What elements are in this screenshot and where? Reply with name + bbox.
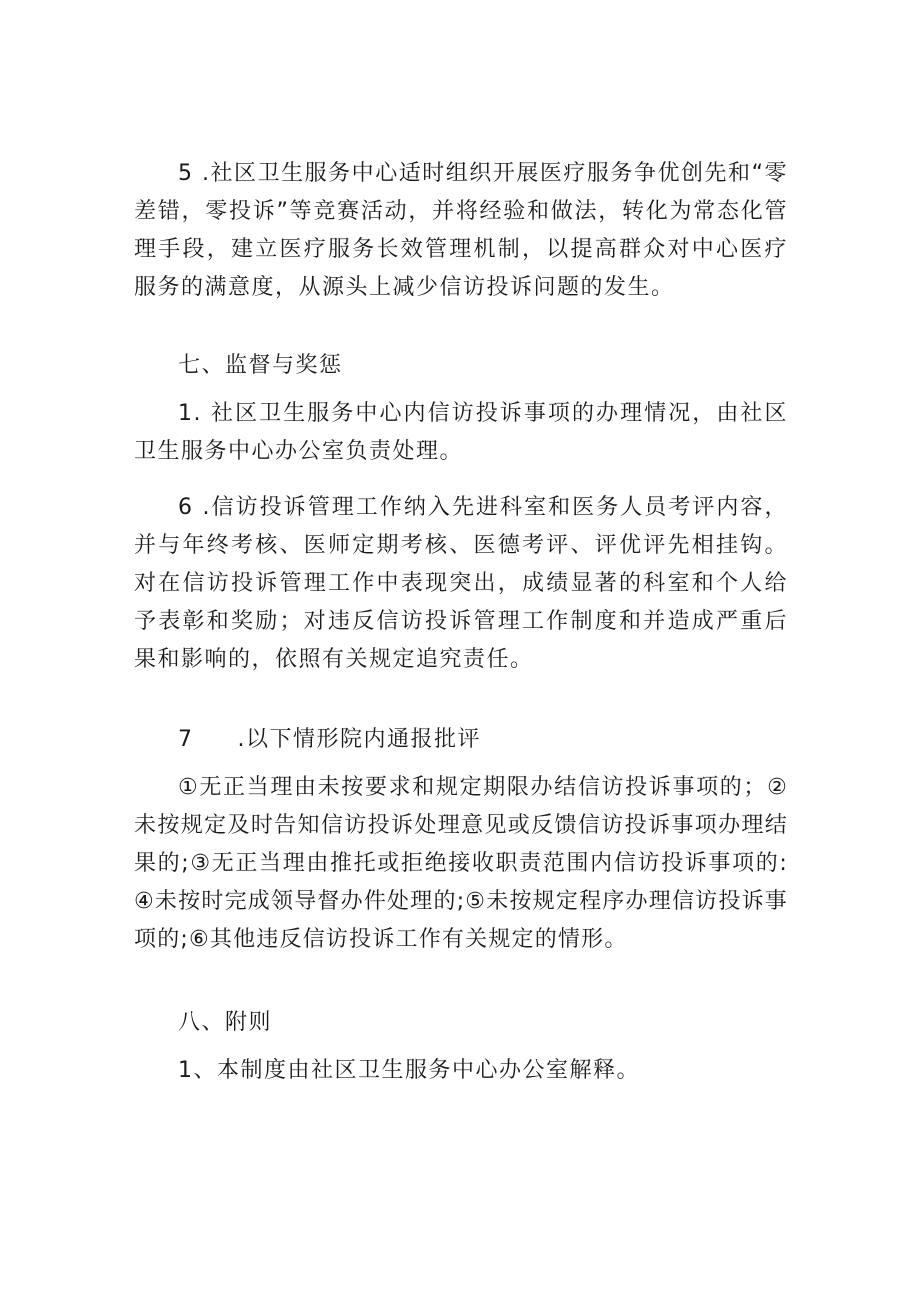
paragraph-item-5: 5 .社区卫生服务中心适时组织开展医疗服务争优创先和“零差错，零投诉”等竞赛活动，并将经验和做法，转化为常态化管理手段，建立医疗服务长效管理机制，以提高群众对中心医疗服务的满意度，从源头上减少信访投诉问题的发生。 xyxy=(134,161,788,300)
item-7-text: .以下情形院内通报批评 xyxy=(237,727,481,752)
paragraph-item-7 xyxy=(134,721,788,759)
paragraph-section7-item-1: 1. 社区卫生服务中心内信访投诉事项的办理情况，由社区卫生服务中心办公室负责处理。 xyxy=(134,401,788,464)
paragraph-section8-item-1: 1、本制度由社区卫生服务中心办公室解释。 xyxy=(178,1058,640,1083)
section-heading-appendix: 八、附则 xyxy=(178,1010,273,1035)
paragraph-item-6: 6 .信访投诉管理工作纳入先进科室和医务人员考评内容，并与年终考核、医师定期考核、医德考评、评优评先相挂钩。对在信访投诉管理工作中表现突出，成绩显著的科室和个人给予表彰和奖励；对违反信访投诉管理工作制度和并造成严重后果和影响的，依照有关规定追究责任。 xyxy=(134,495,788,672)
item-7-number: 7 xyxy=(178,727,194,752)
section-heading-supervision: 七、监督与奖惩 xyxy=(178,353,343,378)
paragraph-circled-list: ①无正当理由未按要求和规定期限办结信访投诉事项的；②未按规定及时告知信访投诉处理意见或反馈信访投诉事项办理结果的;③无正当理由推托或拒绝接收职责范围内信访投诉事项的:④未按时完成领导督办件处理的;⑤未按规定程序办理信访投诉事项的;⑥其他违反信访投诉工作有关规定的情形。 xyxy=(134,775,788,952)
